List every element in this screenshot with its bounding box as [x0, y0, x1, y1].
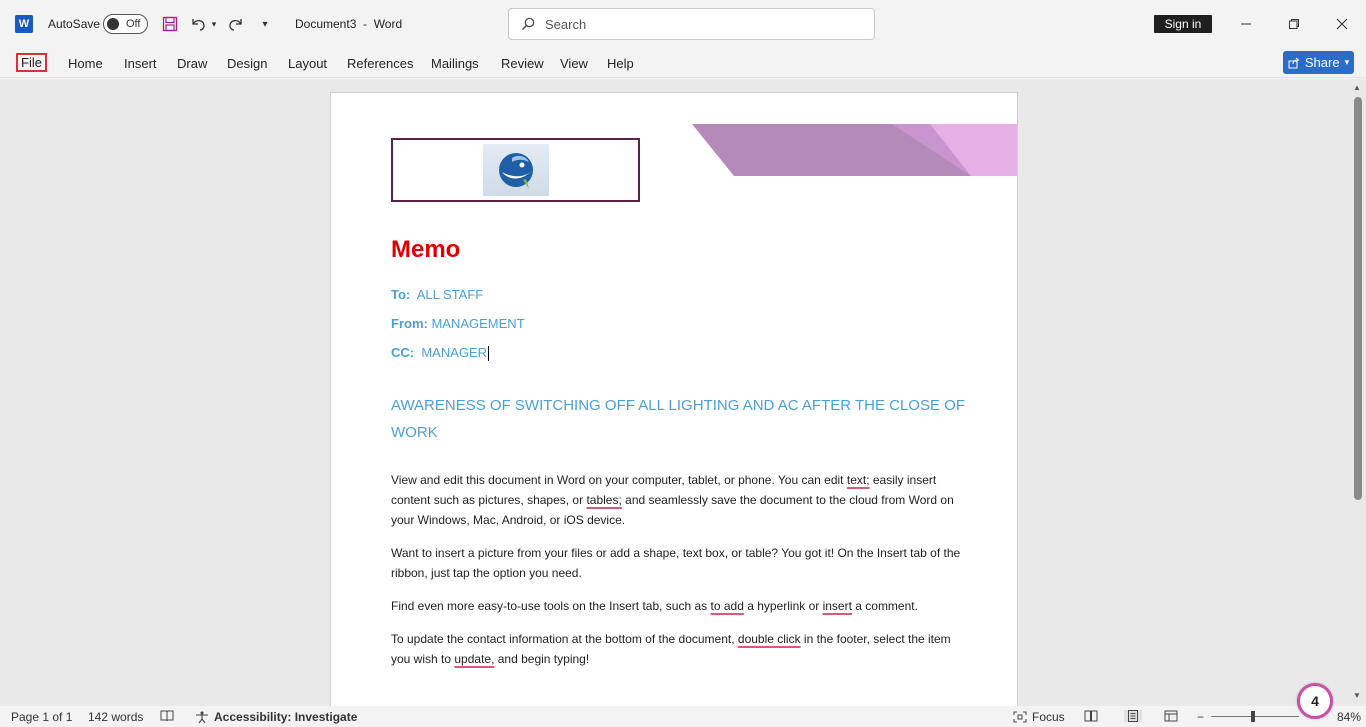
to-value: ALL STAFF: [416, 287, 484, 302]
to-label: To:: [391, 287, 411, 302]
p3-text-a: Find even more easy-to-use tools on the Insert tab, such as: [391, 599, 711, 613]
p4-text-a: To update the contact information at the bottom of the document,: [391, 632, 738, 646]
status-bar: [0, 706, 1366, 727]
p1-squiggle-1: text;: [846, 473, 870, 487]
scroll-up-icon[interactable]: ▲: [1353, 83, 1361, 92]
tab-references[interactable]: References: [347, 55, 414, 71]
zoom-slider-track[interactable]: [1211, 716, 1299, 717]
tab-review[interactable]: Review: [501, 55, 544, 71]
from-line: [391, 316, 525, 331]
toggle-knob: [107, 18, 119, 30]
tab-help[interactable]: Help: [607, 55, 634, 71]
tab-home[interactable]: Home: [68, 55, 103, 71]
web-layout-icon[interactable]: [1164, 710, 1178, 722]
zoom-slider-thumb[interactable]: [1251, 711, 1255, 722]
focus-label: Focus: [1032, 710, 1065, 724]
minimize-icon[interactable]: [1234, 12, 1258, 36]
focus-icon: [1013, 711, 1027, 723]
p1-squiggle-2: tables;: [586, 493, 622, 507]
p4-squiggle-1: double click: [737, 632, 801, 646]
sign-in-button[interactable]: Sign in: [1154, 15, 1212, 33]
share-button[interactable]: [1283, 51, 1354, 74]
document-page[interactable]: [330, 92, 1018, 706]
paragraph-4: [391, 629, 966, 669]
logo-frame[interactable]: [391, 138, 640, 202]
notification-badge[interactable]: 4: [1297, 683, 1333, 719]
tab-design[interactable]: Design: [227, 55, 268, 71]
chevron-down-icon: ▾: [1344, 57, 1350, 67]
focus-mode-button[interactable]: [1013, 710, 1065, 724]
cc-value: MANAGER: [421, 345, 488, 360]
autosave-label: AutoSave: [48, 17, 101, 31]
accessibility-status[interactable]: [195, 710, 357, 724]
scrollbar-thumb[interactable]: [1354, 97, 1362, 500]
page-count[interactable]: Page 1 of 1: [11, 710, 73, 724]
from-value: MANAGEMENT: [431, 316, 525, 331]
restore-icon[interactable]: [1282, 12, 1306, 36]
print-layout-icon[interactable]: [1124, 710, 1142, 722]
p3-text-b: a hyperlink or: [743, 599, 823, 613]
p3-squiggle-2: insert: [822, 599, 852, 613]
zoom-out-icon[interactable]: −: [1197, 710, 1205, 724]
customize-toolbar-icon[interactable]: ▾: [262, 18, 268, 30]
p1-text-b: easily insert content such as pictures, shapes, or: [391, 473, 937, 507]
redo-icon[interactable]: [226, 14, 246, 34]
zoom-level[interactable]: 84%: [1337, 710, 1362, 724]
search-icon: [521, 17, 535, 31]
p4-text-c: and begin typing!: [494, 652, 590, 666]
autosave-state: Off: [126, 18, 141, 30]
share-label: Share: [1304, 55, 1340, 70]
tab-insert[interactable]: Insert: [124, 55, 157, 71]
word-logo-icon: W: [15, 15, 33, 33]
search-input[interactable]: [508, 8, 875, 40]
save-icon[interactable]: [160, 14, 180, 34]
company-logo-image: [483, 144, 549, 196]
accessibility-label: Accessibility: Investigate: [214, 710, 358, 724]
p3-squiggle-1: to add: [710, 599, 744, 613]
document-canvas: [0, 79, 1366, 706]
ribbon-tabs: [0, 48, 1366, 78]
p3-text-c: a comment.: [851, 599, 918, 613]
text-cursor: [488, 346, 489, 361]
autosave-toggle[interactable]: [103, 14, 148, 34]
paragraph-1: [391, 470, 966, 530]
tab-draw[interactable]: Draw: [177, 55, 208, 71]
p1-text-c: and seamlessly save the document to the cloud from Word on your Windows, Mac, Android, or iOS device.: [391, 493, 954, 527]
vertical-scrollbar[interactable]: [1350, 79, 1366, 706]
accessibility-icon: [195, 711, 209, 724]
cc-line: [391, 345, 489, 361]
proofing-icon[interactable]: [160, 710, 174, 722]
tab-view[interactable]: View: [560, 55, 588, 71]
close-icon[interactable]: [1330, 12, 1354, 36]
tab-mailings[interactable]: Mailings: [431, 55, 479, 71]
scroll-down-icon[interactable]: ▼: [1353, 691, 1361, 700]
search-placeholder: Search: [545, 16, 587, 32]
undo-dropdown-icon[interactable]: ▾: [211, 18, 217, 29]
title-bar: [0, 0, 1366, 48]
tab-file[interactable]: File: [16, 53, 47, 72]
undo-icon[interactable]: [188, 14, 208, 34]
p4-squiggle-2: update,: [454, 652, 495, 666]
to-line: [391, 287, 483, 302]
read-mode-icon[interactable]: [1084, 710, 1098, 722]
memo-heading: AWARENESS OF SWITCHING OFF ALL LIGHTING AND AC AFTER THE CLOSE OF WORK: [391, 397, 965, 441]
memo-title: Memo: [391, 236, 461, 263]
cc-label: CC:: [391, 345, 415, 360]
header-banner-shape: [692, 124, 1018, 176]
p1-text-a: View and edit this document in Word on your computer, tablet, or phone. You can edit: [391, 473, 847, 487]
tab-layout[interactable]: Layout: [288, 55, 328, 71]
paragraph-3: [391, 596, 966, 616]
p4-text-b: in the footer, select the item you wish to: [391, 632, 951, 666]
paragraph-2: Want to insert a picture from your files or add a shape, text box, or table? You got it! On the Insert tab of the ribbon, just tap the option you need.: [391, 546, 961, 580]
share-icon: [1288, 57, 1300, 69]
document-title: Document3 - Word: [295, 17, 403, 31]
word-count[interactable]: 142 words: [88, 710, 144, 724]
from-label: From:: [391, 316, 428, 331]
